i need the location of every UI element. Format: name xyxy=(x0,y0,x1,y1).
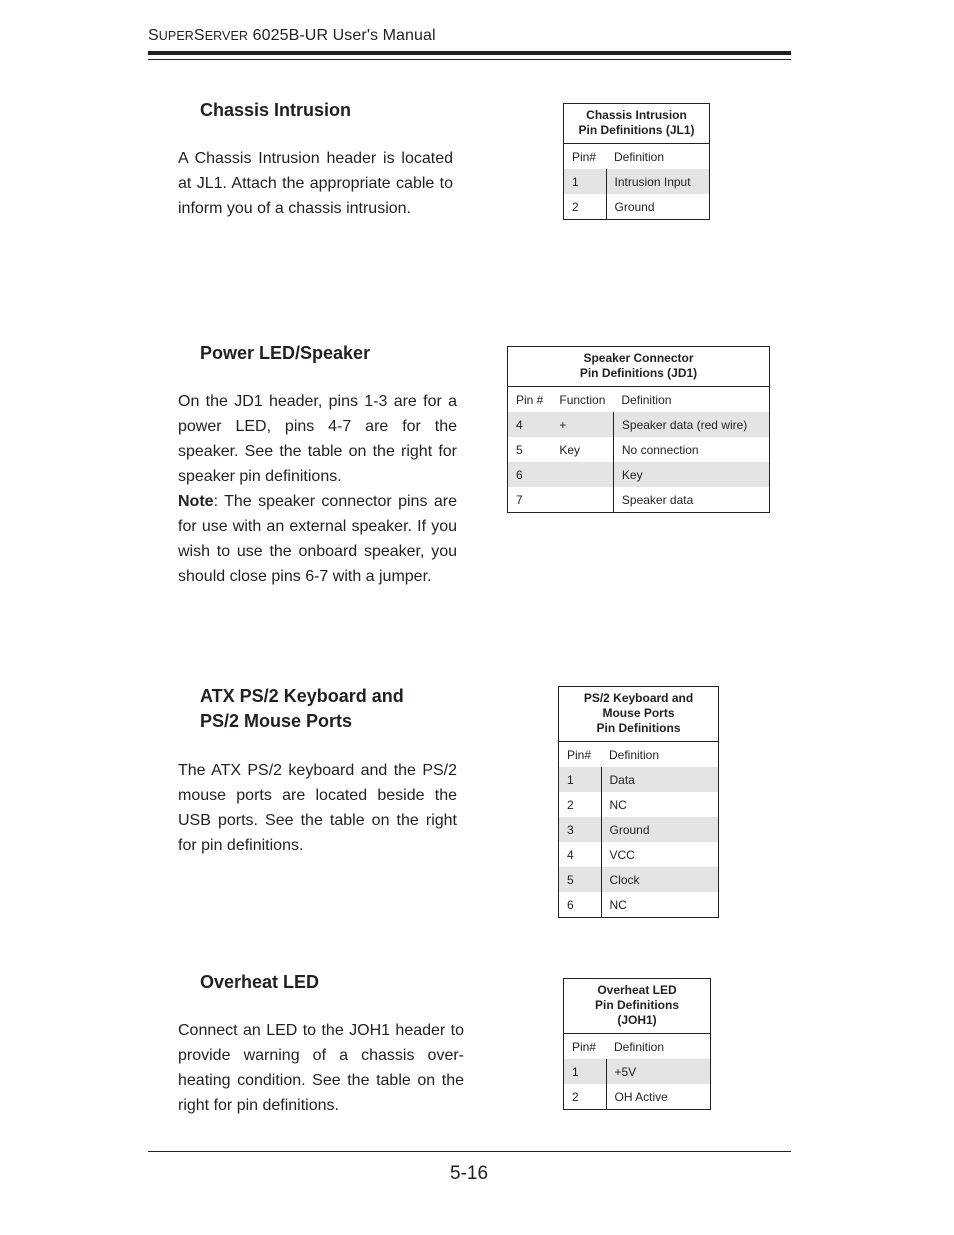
col-definition-header: Definition xyxy=(609,747,660,762)
definition-cell: Key xyxy=(613,462,769,487)
power-led-speaker-heading: Power LED/Speaker xyxy=(200,343,371,363)
pin-cell: 4 xyxy=(559,842,602,867)
chassis-intrusion-table xyxy=(563,103,710,220)
definition-cell: Ground xyxy=(614,199,655,214)
definition-cell: +5V xyxy=(606,1059,711,1084)
table-row xyxy=(559,792,719,817)
pin-cell: 1 xyxy=(564,169,607,194)
pin-cell: 2 xyxy=(559,792,602,817)
definition-cell: Data xyxy=(601,767,719,792)
table-row xyxy=(508,437,770,462)
ps2-heading-line: PS/2 Mouse Ports xyxy=(200,711,353,731)
header-rule-thin xyxy=(148,59,791,60)
function-cell: Key xyxy=(551,437,613,462)
table-row xyxy=(559,842,719,867)
definition-cell: Intrusion Input xyxy=(606,169,710,194)
function-cell xyxy=(551,462,613,487)
col-pin-header: Pin# xyxy=(567,747,592,762)
page-number: 5-16 xyxy=(450,1163,489,1184)
col-definition-header: Definition xyxy=(621,392,672,407)
table-title-line: (JOH1) xyxy=(617,1013,657,1027)
header-s2: S xyxy=(193,27,205,44)
note-body: : The speaker connector pins are for use with an external speaker. If you wish to use the onboard speaker, you should close pins 6-7 with a jumper. xyxy=(178,493,457,585)
pin-cell: 1 xyxy=(564,1059,607,1084)
function-cell: + xyxy=(551,412,613,437)
col-definition-header: Definition xyxy=(614,149,665,164)
table-title-line: Pin Definitions (JL1) xyxy=(578,123,695,137)
ps2-body: The ATX PS/2 keyboard and the PS/2 mouse ports are located beside the USB ports. See the table on the right for pin definitions. xyxy=(178,762,457,854)
speaker-body: On the JD1 header, pins 1-3 are for a power LED, pins 4-7 are for the speaker. See the table on the right for speaker pin definitions. xyxy=(178,393,457,485)
ps2-ports-heading xyxy=(200,684,404,734)
pin-cell: 2 xyxy=(564,1084,607,1110)
table-title-line: Overheat LED xyxy=(597,983,677,997)
col-pin-header: Pin# xyxy=(572,1039,597,1054)
table-title-line: Speaker Connector xyxy=(583,351,694,365)
pin-cell: 5 xyxy=(516,442,523,457)
table-header-row xyxy=(508,387,770,413)
ps2-ports-table xyxy=(558,686,719,918)
definition-cell: VCC xyxy=(609,847,635,862)
overheat-body: Connect an LED to the JOH1 header to provide warning of a chassis over-heating condition. See the table on the right for pin definitions. xyxy=(178,1022,464,1114)
definition-cell: Speaker data xyxy=(621,492,694,507)
table-title xyxy=(564,979,711,1034)
table-row xyxy=(564,1084,711,1110)
ps2-heading-line: ATX PS/2 Keyboard and xyxy=(200,686,404,706)
table-row xyxy=(564,1059,711,1084)
table-title-line: Pin Definitions xyxy=(595,998,679,1012)
running-header xyxy=(148,27,436,45)
overheat-led-table xyxy=(563,978,711,1110)
table-row xyxy=(508,487,770,513)
table-title-line: PS/2 Keyboard and xyxy=(583,691,694,705)
header-rest: 6025B-UR User's Manual xyxy=(248,27,436,44)
definition-cell: Clock xyxy=(601,867,719,892)
overheat-led-heading: Overheat LED xyxy=(200,972,320,992)
pin-cell: 5 xyxy=(559,867,602,892)
pin-cell: 2 xyxy=(564,194,607,220)
table-row xyxy=(559,867,719,892)
col-pin-header: Pin# xyxy=(572,149,597,164)
table-title-line: Mouse Ports xyxy=(602,706,675,720)
header-s1: S xyxy=(148,27,159,44)
function-cell xyxy=(551,487,613,513)
table-header-row xyxy=(564,144,710,170)
table-row xyxy=(559,767,719,792)
table-title-line: Pin Definitions xyxy=(596,721,681,735)
chassis-intrusion-body: A Chassis Intrusion header is located at JL1. Attach the appropriate cable to inform you of a chassis intrusion. xyxy=(178,150,453,217)
table-row xyxy=(564,194,710,220)
table-title-line: Pin Definitions (JD1) xyxy=(579,366,698,380)
header-s1-rest: UPER xyxy=(158,29,194,43)
table-title xyxy=(559,687,719,742)
footer-rule xyxy=(148,1151,791,1152)
table-row xyxy=(559,892,719,918)
col-definition-header: Definition xyxy=(614,1039,665,1054)
chassis-intrusion-heading: Chassis Intrusion xyxy=(200,100,352,120)
pin-cell: 7 xyxy=(516,492,523,507)
chassis-intrusion-text xyxy=(178,146,453,221)
pin-cell: 3 xyxy=(559,817,602,842)
note-label: Note xyxy=(178,493,214,510)
header-s2-rest: ERVER xyxy=(204,29,249,43)
table-row xyxy=(508,462,770,487)
pin-cell: 6 xyxy=(508,462,552,487)
pin-cell: 6 xyxy=(559,892,602,918)
definition-cell: Ground xyxy=(601,817,719,842)
col-pin-header: Pin # xyxy=(516,392,544,407)
power-led-speaker-text xyxy=(178,389,457,589)
col-function-header: Function xyxy=(559,392,606,407)
speaker-connector-table xyxy=(507,346,770,513)
header-rule-thick xyxy=(148,51,791,55)
table-row xyxy=(559,817,719,842)
table-title-line: Chassis Intrusion xyxy=(586,108,687,122)
ps2-ports-text xyxy=(178,758,457,858)
definition-cell: No connection xyxy=(621,442,699,457)
pin-cell: 4 xyxy=(508,412,552,437)
definition-cell: Speaker data (red wire) xyxy=(613,412,769,437)
table-row xyxy=(508,412,770,437)
definition-cell: NC xyxy=(609,797,627,812)
overheat-led-text xyxy=(178,1018,464,1118)
table-title xyxy=(508,347,770,387)
pin-cell: 1 xyxy=(559,767,602,792)
table-header-row xyxy=(564,1034,711,1060)
table-title xyxy=(564,104,710,144)
definition-cell: NC xyxy=(609,897,627,912)
definition-cell: OH Active xyxy=(614,1089,668,1104)
table-row xyxy=(564,169,710,194)
table-header-row xyxy=(559,742,719,768)
speaker-note xyxy=(178,489,457,589)
